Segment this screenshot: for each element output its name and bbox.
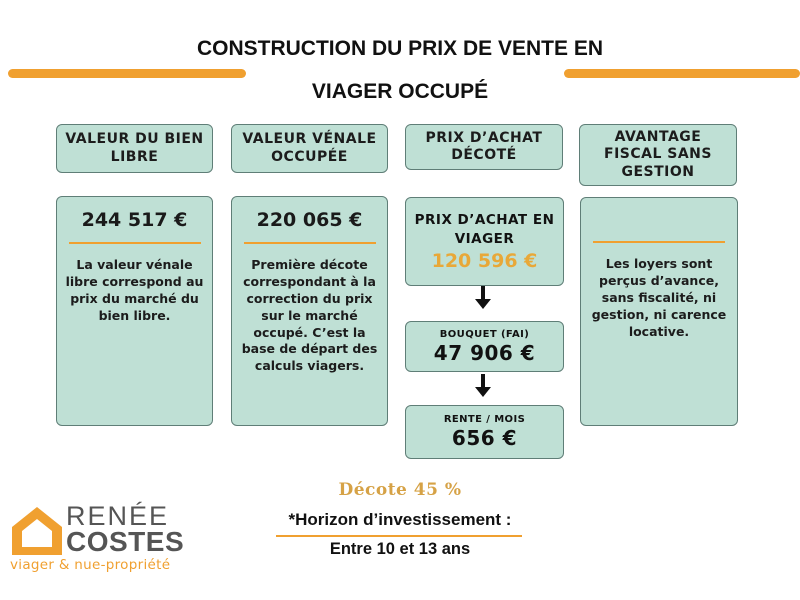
title-line-2: VIAGER OCCUPÉ: [311, 80, 489, 103]
bouquet-value: 47 906 €: [433, 340, 536, 365]
card-bouquet: [405, 321, 564, 372]
valeur-libre-description: La valeur vénale libre correspond au prix du marché du bien libre.: [65, 257, 204, 323]
card-avantage-fiscal: [580, 197, 738, 426]
rente-label: RENTE / MOIS: [443, 414, 526, 425]
title-line-1: CONSTRUCTION DU PRIX DE VENTE EN: [196, 37, 604, 60]
separator-line: [244, 242, 376, 244]
avantage-description: Les loyers sont perçus d’avance, sans fiscalité, ni gestion, ni carence locative.: [591, 256, 727, 339]
arrow-down-icon: [475, 299, 491, 309]
arrow-down-icon: [481, 286, 485, 300]
header-valeur-venale-occupee: VALEUR VÉNALE OCCUPÉE: [231, 124, 388, 173]
horizon-label: *Horizon d’investissement :: [288, 510, 512, 529]
separator-line: [593, 241, 725, 243]
header-prix-achat-decote: PRIX D’ACHAT DÉCOTÉ: [405, 124, 563, 170]
card-valeur-libre: [56, 196, 213, 426]
bouquet-label: BOUQUET (FAI): [439, 328, 530, 340]
separator-line: [69, 242, 201, 244]
logo-word-costes: COSTES: [66, 526, 185, 557]
valeur-occupee-amount: 220 065 €: [256, 209, 363, 231]
prix-achat-value: 120 596 €: [431, 249, 538, 272]
logo-tagline: viager & nue-propriété: [10, 557, 171, 573]
horizon-underline: [276, 535, 522, 537]
card-prix-achat-viager: [405, 197, 564, 286]
arrow-down-icon: [475, 387, 491, 397]
decote-label: Décote 45 %: [338, 480, 462, 500]
valeur-libre-amount: 244 517 €: [81, 209, 188, 231]
accent-bar-right: [564, 69, 800, 78]
logo-word-renee: RENÉE: [66, 501, 170, 531]
valeur-occupee-description: Première décote correspondant à la correction du prix sur le marché occupé. C’est la base de départ des calculs viagers.: [241, 257, 378, 374]
card-rente: [405, 405, 564, 459]
arrow-down-icon: [481, 374, 485, 388]
horizon-range: Entre 10 et 13 ans: [329, 540, 471, 558]
card-valeur-occupee: [231, 196, 388, 426]
header-avantage-fiscal: AVANTAGE FISCAL SANS GESTION: [579, 124, 737, 186]
accent-bar-left: [8, 69, 246, 78]
prix-achat-label: PRIX D’ACHAT EN VIAGER: [414, 212, 555, 247]
header-valeur-bien-libre: VALEUR DU BIEN LIBRE: [56, 124, 213, 173]
rente-value: 656 €: [451, 426, 518, 450]
house-logo-icon: [10, 505, 64, 557]
brand-logo: [8, 500, 208, 580]
